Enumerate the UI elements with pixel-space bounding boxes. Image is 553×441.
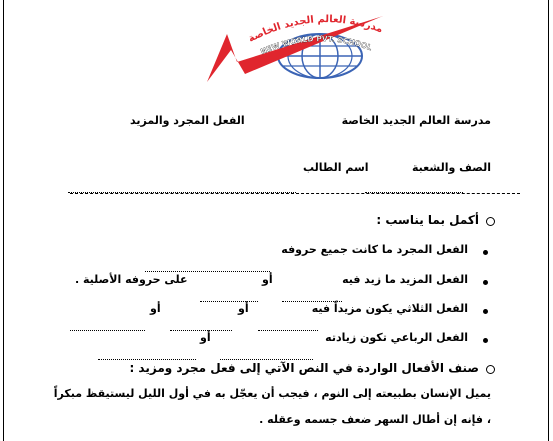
separator-line: [70, 193, 520, 194]
q2-title: صنف الأفعال الواردة في النص الآتي إلى فعل مجرد ومزيد :: [129, 361, 479, 375]
q2-text-line-1: يميل الإنسان بطبيعته إلى النوم ، فيجب أن يعجّل به في أول الليل ليستيقظ مبكراً: [53, 387, 491, 400]
q1-item-3-or-2: أو: [150, 302, 161, 315]
student-name-label: اسم الطالب: [303, 161, 369, 174]
q2-text-line-2: ، فإنه إن أطال السهر ضعف جسمه وعقله .: [259, 413, 491, 426]
bullet-icon: [483, 250, 488, 255]
class-label: الصف والشعبة: [412, 161, 491, 174]
class-field[interactable]: [365, 174, 463, 193]
school-name: مدرسة العالم الجديد الخاصة: [341, 114, 491, 127]
q1-item-4-answer-2[interactable]: [98, 341, 196, 360]
q1-item-1-text: الفعل المجرد ما كانت جميع حروفه: [281, 243, 468, 256]
bullet-icon: [483, 338, 488, 343]
q1-item-2-answer-1[interactable]: [282, 283, 342, 302]
q1-title: أكمل بما يناسب :: [376, 213, 479, 227]
q1-item-2-after: على حروفه الأصلية .: [75, 273, 188, 286]
question-circle-icon: [486, 217, 495, 226]
q1-item-4-text: الفعل الرباعي تكون زيادته: [325, 331, 468, 344]
q1-item-3-answer-2[interactable]: [170, 312, 232, 331]
bullet-icon: [483, 309, 488, 314]
question-circle-icon: [486, 365, 495, 374]
q1-item-3-answer-1[interactable]: [258, 312, 318, 331]
school-logo: [205, 4, 390, 84]
q1-item-3-or-1: أو: [238, 302, 249, 315]
lesson-topic: الفعل المجرد والمزيد: [130, 114, 245, 127]
page-border-right: [548, 0, 549, 441]
q1-item-1-answer[interactable]: [145, 253, 270, 272]
q1-item-2-text: الفعل المزيد ما زيد فيه: [342, 273, 468, 286]
logo-english-text: NEW WORLD PVT. SCHOOL: [259, 34, 374, 57]
q1-item-3-text: الفعل الثلاثي يكون مزيداً فيه: [311, 302, 468, 315]
q1-item-4-or: أو: [200, 331, 211, 344]
q1-item-2-or: أو: [262, 273, 273, 286]
student-name-field[interactable]: [68, 174, 296, 193]
q1-item-3-answer-3[interactable]: [70, 312, 145, 331]
q1-item-4-answer-1[interactable]: [220, 341, 313, 360]
q1-item-2-answer-2[interactable]: [200, 283, 258, 302]
logo-arabic-text: مدرسة العالم الجديد الخاصة: [246, 14, 385, 45]
bullet-icon: [483, 280, 488, 285]
page-border-left: [3, 0, 4, 441]
